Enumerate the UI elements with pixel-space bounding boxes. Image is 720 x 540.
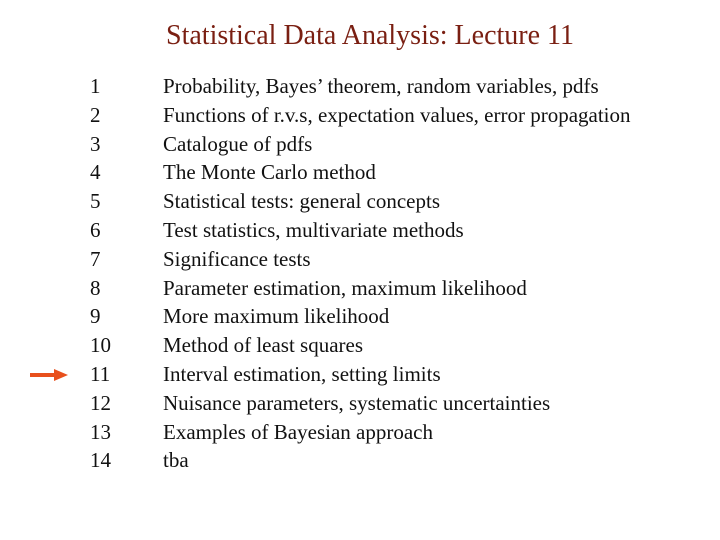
lecture-number: 3 <box>90 131 101 156</box>
lecture-row-4 <box>0 158 720 187</box>
lecture-topic: Parameter estimation, maximum likelihood <box>163 275 527 300</box>
lecture-topic: Catalogue of pdfs <box>163 131 313 156</box>
lecture-row-14 <box>0 446 720 475</box>
lecture-row-13 <box>0 418 720 447</box>
lecture-list <box>0 72 720 475</box>
lecture-row-1 <box>0 72 720 101</box>
lecture-topic: More maximum likelihood <box>163 304 390 329</box>
lecture-topic: Method of least squares <box>163 333 364 358</box>
lecture-number: 14 <box>90 448 111 473</box>
lecture-row-10 <box>0 331 720 360</box>
lecture-row-9 <box>0 302 720 331</box>
lecture-topic: Statistical tests: general concepts <box>163 189 440 214</box>
lecture-number: 10 <box>90 333 111 358</box>
lecture-topic: Test statistics, multivariate methods <box>163 217 464 242</box>
lecture-topic: Functions of r.v.s, expectation values, error propagation <box>163 102 631 127</box>
lecture-topic: Probability, Bayes’ theorem, random variables, pdfs <box>163 74 599 98</box>
lecture-row-7 <box>0 245 720 274</box>
lecture-number: 6 <box>90 217 101 242</box>
lecture-number: 5 <box>90 189 101 214</box>
lecture-number: 7 <box>90 246 101 271</box>
lecture-number: 12 <box>90 390 111 415</box>
lecture-number: 2 <box>90 102 101 127</box>
lecture-row-6 <box>0 216 720 245</box>
lecture-number: 1 <box>90 74 101 98</box>
lecture-topic: Examples of Bayesian approach <box>163 419 433 444</box>
slide-title: Statistical Data Analysis: Lecture 11 <box>166 20 574 51</box>
lecture-number: 13 <box>90 419 111 444</box>
lecture-row-11-current <box>0 360 720 389</box>
lecture-row-8 <box>0 274 720 303</box>
lecture-number: 4 <box>90 160 101 185</box>
lecture-topic: tba <box>163 448 189 473</box>
lecture-topic: Interval estimation, setting limits <box>163 361 441 386</box>
lecture-number: 9 <box>90 304 101 329</box>
right-arrow-icon <box>30 369 68 381</box>
lecture-row-12 <box>0 389 720 418</box>
lecture-number: 11 <box>90 361 111 386</box>
lecture-topic: Significance tests <box>163 246 311 271</box>
lecture-number: 8 <box>90 275 101 300</box>
lecture-topic: The Monte Carlo method <box>163 160 376 185</box>
lecture-row-3 <box>0 130 720 159</box>
lecture-row-2 <box>0 101 720 130</box>
lecture-row-5 <box>0 187 720 216</box>
lecture-topic: Nuisance parameters, systematic uncertainties <box>163 390 551 415</box>
